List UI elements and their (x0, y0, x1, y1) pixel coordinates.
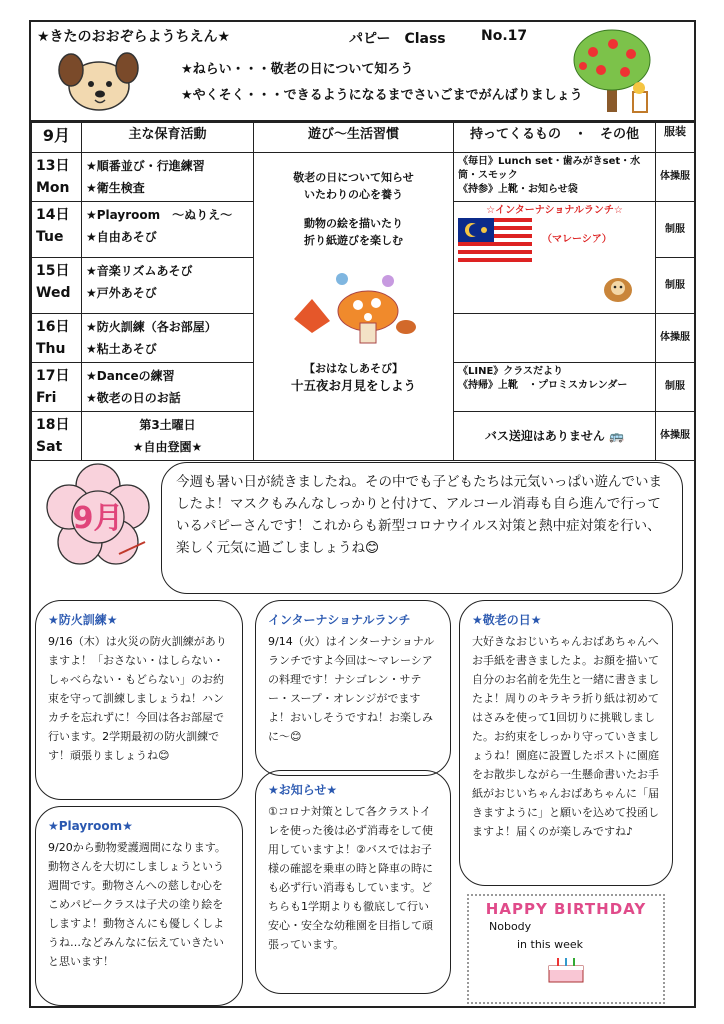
playroom-bubble (35, 806, 243, 1006)
apple-tree-illustration (569, 26, 657, 118)
play-line: 動物の絵を描いたり (304, 217, 403, 230)
bubble-title: インターナショナルランチ (268, 613, 411, 627)
bubble-body: 9/16（木）は火災の防火訓練がありますよ！「おさない・はしらない・しゃべらない・もどらない」のお約束を守って訓練しましょうね！ハンカチを忘れずに！今回は各お部屋で行います。2学期最初の防火訓練です！頑張りましょうね😊 (48, 635, 227, 762)
play-line: 折り紙遊びを楽しむ (304, 234, 403, 247)
play-cell (254, 153, 454, 461)
play-line: 敬老の日について知らせ (293, 171, 414, 184)
activity-cell: ★Danceの練習 ★敬老の日のお話 (82, 363, 254, 412)
bubble-body: 9/14（火）はインターナショナルランチですよ今回は～マレーシアの料理です！ナシゴレン・サテー・スープ・オレンジがでますよ！おいしそうですね！お楽しみに～😊 (268, 635, 435, 743)
uniform-cell: 体操服 (656, 412, 695, 461)
birthday-title: HAPPY BIRTHDAY (485, 900, 647, 918)
bring-cell (454, 314, 656, 363)
bubble-title: ★お知らせ★ (268, 783, 338, 797)
bring-cell: 《毎日》Lunch set・歯みがきset・水筒・スモック 《持参》上靴・お知らせ袋 (454, 153, 656, 202)
activity-cell: ★防火訓練（各お部屋） ★粘土あそび (82, 314, 254, 363)
promise-text: ★やくそく・・・できるようになるまでさいごまでがんばりましょう (181, 88, 583, 103)
issue-number: No.17 (481, 28, 528, 44)
activity-cell: ★音楽リズムあそび ★戸外あそび (82, 258, 254, 314)
day-cell: 15日 Wed (32, 258, 82, 314)
malaysia-flag-icon (458, 218, 532, 262)
intro-bubble: 今週も暑い日が続きましたね。その中でも子どもたちは元気いっぱい遊んでいましたよ！マスクもみんなしっかりと付けて、アルコール消毒も自ら進んで行っているパピーさんです！これからも新型コロナウイルス対策と熱中症対策を行い、楽しく元気に過ごしましょうね😊 (161, 462, 683, 594)
uniform-cell: 制服 (656, 258, 695, 314)
mushroom-illustration (284, 259, 424, 349)
uniform-cell: 制服 (656, 202, 695, 258)
birthday-line: in this week (517, 938, 583, 951)
notice-bubble (255, 770, 451, 994)
cake-icon (541, 954, 591, 984)
uniform-cell: 体操服 (656, 153, 695, 202)
bring-cell: バス送迎はありません 🚌 (454, 412, 656, 461)
bubble-body: ①コロナ対策として各クラストイレを使った後は必ず消毒をして使用していますよ！②バスではお子様の確認を乗車の時と降車の時にも必ず行い消毒もしています。どちらも1学期よりも徹底して行い安心・安全な幼稚園を目指して頑張っています。 (268, 805, 433, 951)
hedgehog-illustration (598, 266, 638, 306)
activity-cell: ★順番並び・行進練習 ★衛生検査 (82, 153, 254, 202)
bubble-title: ★Playroom★ (48, 819, 133, 833)
birthday-box (467, 894, 665, 1004)
bring-cell: ☆インターナショナルランチ☆ （マレーシア） (454, 202, 656, 314)
school-name: ★きたのおおぞらようちえん★ (37, 29, 231, 45)
play-line: 【おはなしあそび】 (304, 362, 403, 375)
month-header: 9月 (32, 123, 82, 153)
bubble-body: 大好きなおじいちゃんおばあちゃんへお手紙を書きましたよ。お顔を描いて自分のお名前を先生と一緒に書きましたよ！周りのキラキラ折り紙は初めてはさみを使って1回切りに挑戦しました。お約束をしっかり守っていきましょうね！園庭に設置したポストに園庭をお散歩しながら一生懸命書いたお手紙がおじいちゃんおばあちゃんに「届きますように」と願いを込めて投函しますよ！届くのが楽しみですね♪ (472, 635, 659, 838)
newsletter-frame (29, 20, 696, 1008)
bubble-body: 9/20から動物愛護週間になります。動物さんを大切にしましょうという週間です。動物さんへの慈しむ心をこめパピークラスは子犬の塗り絵をしますよ！動物さんにも優しくしようね…などみんなに伝えていきたいと思います！ (48, 841, 226, 968)
birthday-line: Nobody (489, 920, 532, 933)
day-cell: 16日 Thu (32, 314, 82, 363)
activity-cell: 第3土曜日 ★自由登園★ (82, 412, 254, 461)
bubble-title: ★敬老の日★ (472, 613, 542, 627)
play-line: 十五夜お月見をしよう (290, 378, 416, 393)
uniform-cell: 制服 (656, 363, 695, 412)
uniform-cell: 体操服 (656, 314, 695, 363)
bus-icon: 🚌 (609, 429, 625, 443)
flower-month-badge (43, 462, 153, 572)
play-line: いたわりの心を養う (304, 188, 403, 201)
header (31, 22, 694, 122)
lunch-bubble (255, 600, 451, 776)
day-cell: 13日 Mon (32, 153, 82, 202)
day-cell: 14日 Tue (32, 202, 82, 258)
weekly-schedule (31, 122, 695, 461)
activity-cell: ★Playroom ～ぬりえ～ ★自由あそび (82, 202, 254, 258)
aim-text: ★ねらい・・・敬老の日について知ろう (181, 62, 414, 77)
bring-header: 持ってくるもの ・ その他 (454, 123, 656, 153)
bubble-title: ★防火訓練★ (48, 613, 118, 627)
bring-cell: 《LINE》クラスだより 《持帰》上靴 ・プロミスカレンダー (454, 363, 656, 412)
flower-month-label: 9月 (72, 501, 124, 536)
activity-header: 主な保育活動 (82, 123, 254, 153)
day-cell: 17日 Fri (32, 363, 82, 412)
day-cell: 18日 Sat (32, 412, 82, 461)
keiro-bubble (459, 600, 673, 886)
uniform-header: 服装 (656, 123, 695, 153)
fire-drill-bubble (35, 600, 243, 800)
play-header: 遊び～生活習慣 (254, 123, 454, 153)
puppy-illustration (57, 50, 139, 114)
class-label: パピー Class (349, 31, 446, 47)
